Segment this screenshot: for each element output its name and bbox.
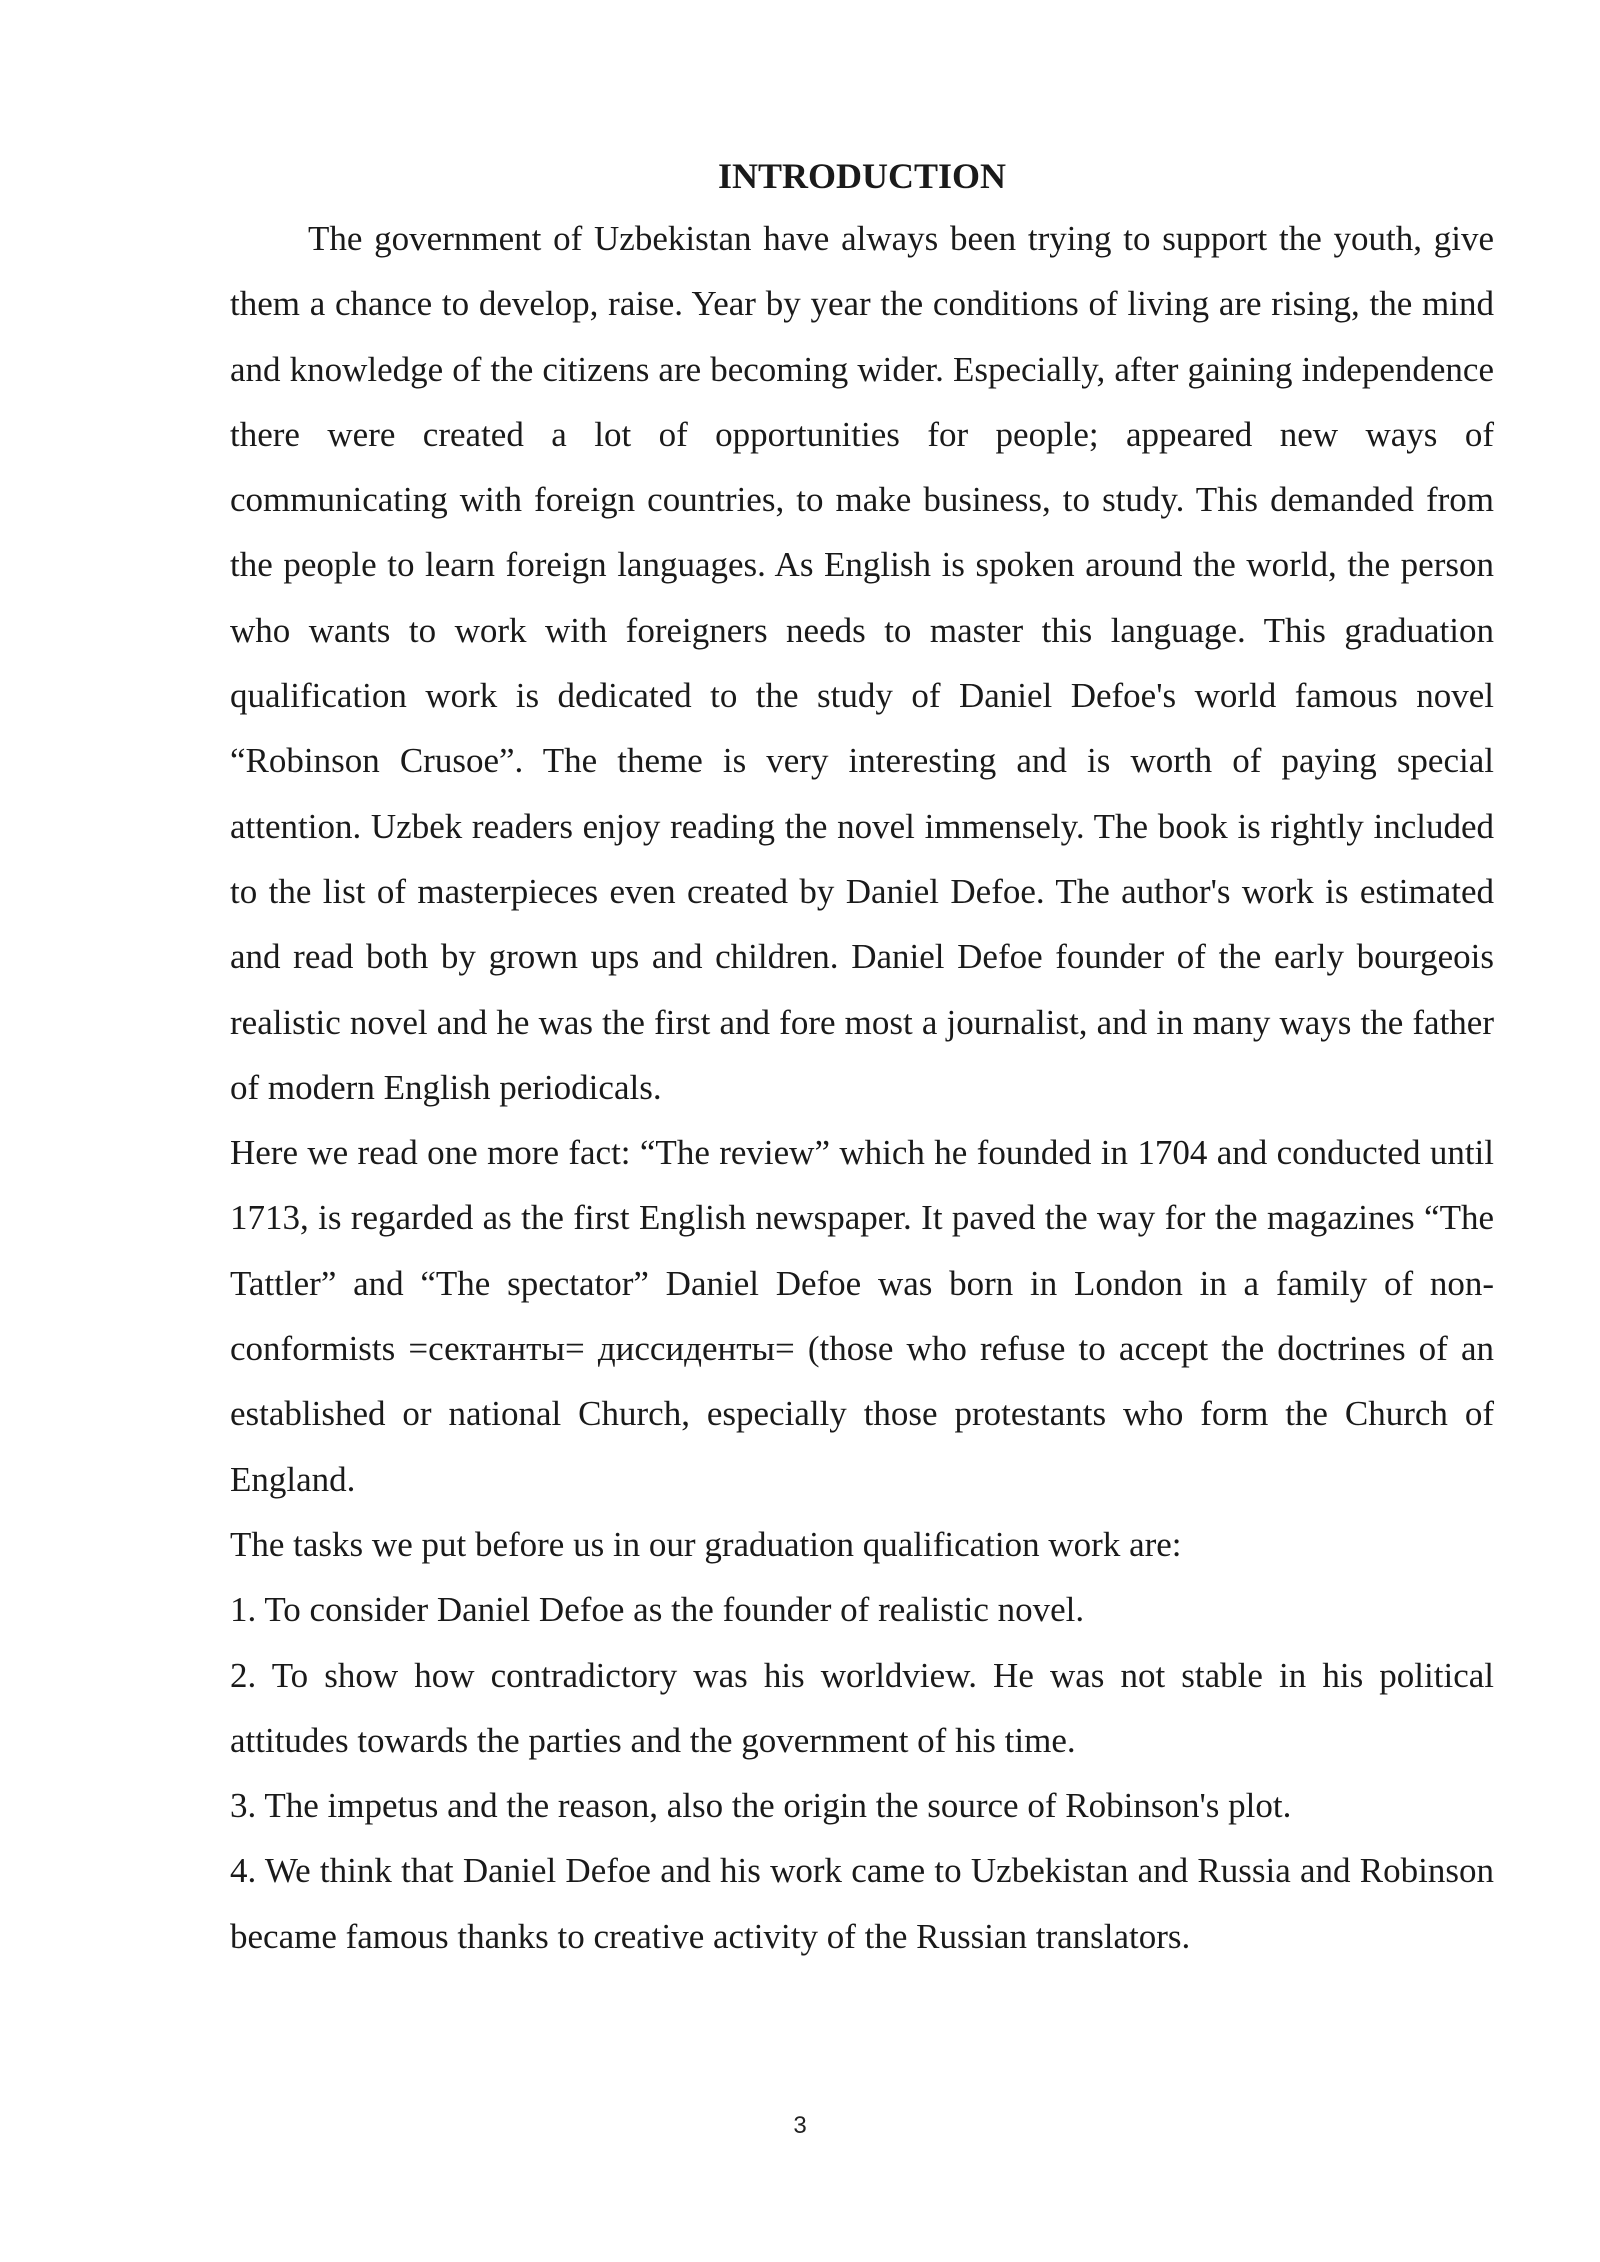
task-item-4: 4. We think that Daniel Defoe and his work came to Uzbekistan and Russia and Robinson became famous thanks to creative activity of the Russian translators.: [230, 1851, 1494, 1956]
task-item-2: 2. To show how contradictory was his worldview. He was not stable in his political attitudes towards the parties and the government of his time.: [230, 1655, 1494, 1760]
task-item-3: 3. The impetus and the reason, also the origin the source of Robinson's plot.: [230, 1786, 1292, 1826]
review-paragraph: Here we read one more fact: “The review” which he founded in 1704 and conducted until 1713, is regarded as the first English newspaper. It paved the way for the magazines “The Tattler” and “The spectator” Daniel Defoe was born in London in a family of non-conformists =сектанты= диссиденты= (those who refuse to accept the doctrines of an established or national Church, especially those protestants who form the Church of England.: [230, 1133, 1494, 1499]
intro-paragraph: The government of Uzbekistan have always been trying to support the youth, give them a chance to develop, raise. Year by year the conditions of living are rising, the mind and knowledge of the citizens are becoming wider. Especially, after gaining independence there were created a lot of opportunities for people; appeared new ways of communicating with foreign countries, to make business, to study. This demanded from the people to learn foreign languages. As English is spoken around the world, the person who wants to work with foreigners needs to master this language. This graduation qualification work is dedicated to the study of Daniel Defoe's world famous novel “Robinson Crusoe”. The theme is very interesting and is worth of paying special attention. Uzbek readers enjoy reading the novel immensely. The book is rightly included to the list of masterpieces even created by Daniel Defoe. The author's work is estimated and read both by grown ups and children. Daniel Defoe founder of the early bourgeois realistic novel and he was the first and fore most a journalist, and in many ways the father of modern English periodicals.: [230, 219, 1494, 1107]
page-number: 3: [793, 2112, 807, 2139]
page-content: [230, 150, 1494, 1969]
section-heading: INTRODUCTION: [717, 156, 1007, 196]
task-item-1: 1. To consider Daniel Defoe as the founder of realistic novel.: [230, 1590, 1085, 1630]
tasks-intro-paragraph: The tasks we put before us in our graduation qualification work are:: [230, 1524, 1182, 1564]
